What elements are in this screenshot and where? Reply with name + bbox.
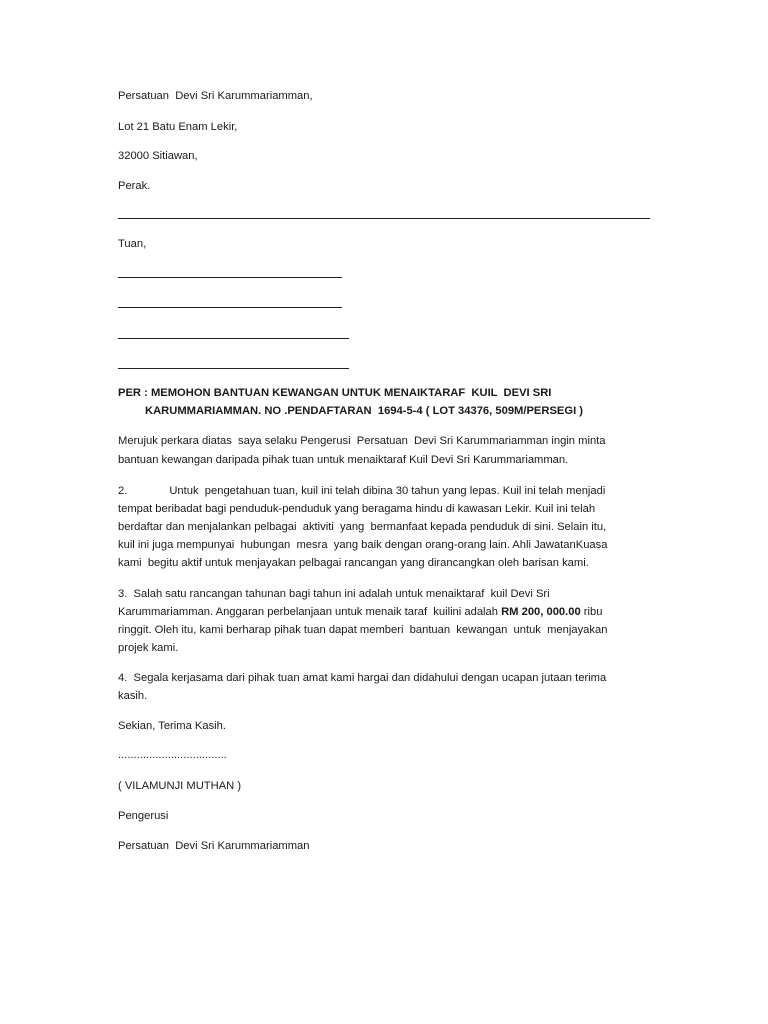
subject-line-1: PER : MEMOHON BANTUAN KEWANGAN UNTUK MENAIKTARAF KUIL DEVI SRI xyxy=(118,387,552,399)
paragraph-3-text: Karummariamman. Anggaran perbelanjaan untuk menaik taraf kuilini adalah xyxy=(118,606,502,618)
signatory-name: ( VILAMUNJI MUTHAN ) xyxy=(118,780,242,792)
signatory-title: Pengerusi xyxy=(118,810,169,822)
paragraph-2-line-4: kuil ini juga mempunyai hubungan mesra yang baik dengan orang-orang lain. Ahli JawatanKuasa xyxy=(118,539,608,551)
paragraph-2-line-2: tempat beribadat bagi penduduk-penduduk yang beragama hindu di kawasan Lekir. Kuil ini telah xyxy=(118,503,596,515)
sender-line-4: Perak. xyxy=(118,180,151,192)
recipient-blank-line-3 xyxy=(118,338,349,339)
paragraph-3-suffix: ribu xyxy=(580,606,603,618)
paragraph-3-line-2 xyxy=(118,605,602,619)
sender-line-1: Persatuan Devi Sri Karummariamman, xyxy=(118,90,313,102)
signatory-org: Persatuan Devi Sri Karummariamman xyxy=(118,840,310,852)
paragraph-4-line-2: kasih. xyxy=(118,690,148,702)
paragraph-1-line-1: Merujuk perkara diatas saya selaku Pengerusi Persatuan Devi Sri Karummariamman ingin minta xyxy=(118,435,606,447)
sender-line-2: Lot 21 Batu Enam Lekir, xyxy=(118,121,238,133)
separator-line xyxy=(118,218,650,219)
paragraph-2-line-3: berdaftar dan menjalankan pelbagai aktiviti yang bermanfaat kepada penduduk di sini. Selain itu, xyxy=(118,521,607,533)
paragraph-3-line-1: 3. Salah satu rancangan tahunan bagi tahun ini adalah untuk menaiktaraf kuil Devi Sri xyxy=(118,588,550,600)
paragraph-3-line-3: ringgit. Oleh itu, kami berharap pihak tuan dapat memberi bantuan kewangan untuk menjayakan xyxy=(118,624,608,636)
paragraph-3-line-4: projek kami. xyxy=(118,642,179,654)
paragraph-4-line-1: 4. Segala kerjasama dari pihak tuan amat kami hargai dan didahului dengan ucapan jutaan terima xyxy=(118,672,607,684)
paragraph-2-line-5: kami begitu aktif untuk menjayakan pelbagai rancangan yang dirancangkan oleh barisan kami. xyxy=(118,557,589,569)
recipient-blank-line-1 xyxy=(118,277,342,278)
recipient-blank-line-2 xyxy=(118,307,342,308)
signature-dots: ................................... xyxy=(118,749,227,761)
budget-amount: RM 200, 000.00 xyxy=(501,606,581,618)
sender-line-3: 32000 Sitiawan, xyxy=(118,150,198,162)
recipient-blank-line-4 xyxy=(118,368,349,369)
paragraph-2-line-1 xyxy=(118,484,605,498)
subject-line-2: KARUMMARIAMMAN. NO .PENDAFTARAN 1694-5-4 ( LOT 34376, 509M/PERSEGI ) xyxy=(145,405,584,417)
paragraph-2-number: 2. xyxy=(118,485,128,497)
paragraph-1-line-2: bantuan kewangan daripada pihak tuan untuk menaiktaraf Kuil Devi Sri Karummariamman. xyxy=(118,454,569,466)
closing: Sekian, Terima Kasih. xyxy=(118,720,226,732)
paragraph-2-first-line: Untuk pengetahuan tuan, kuil ini telah dibina 30 tahun yang lepas. Kuil ini telah menjadi xyxy=(169,485,606,497)
salutation: Tuan, xyxy=(118,238,147,250)
